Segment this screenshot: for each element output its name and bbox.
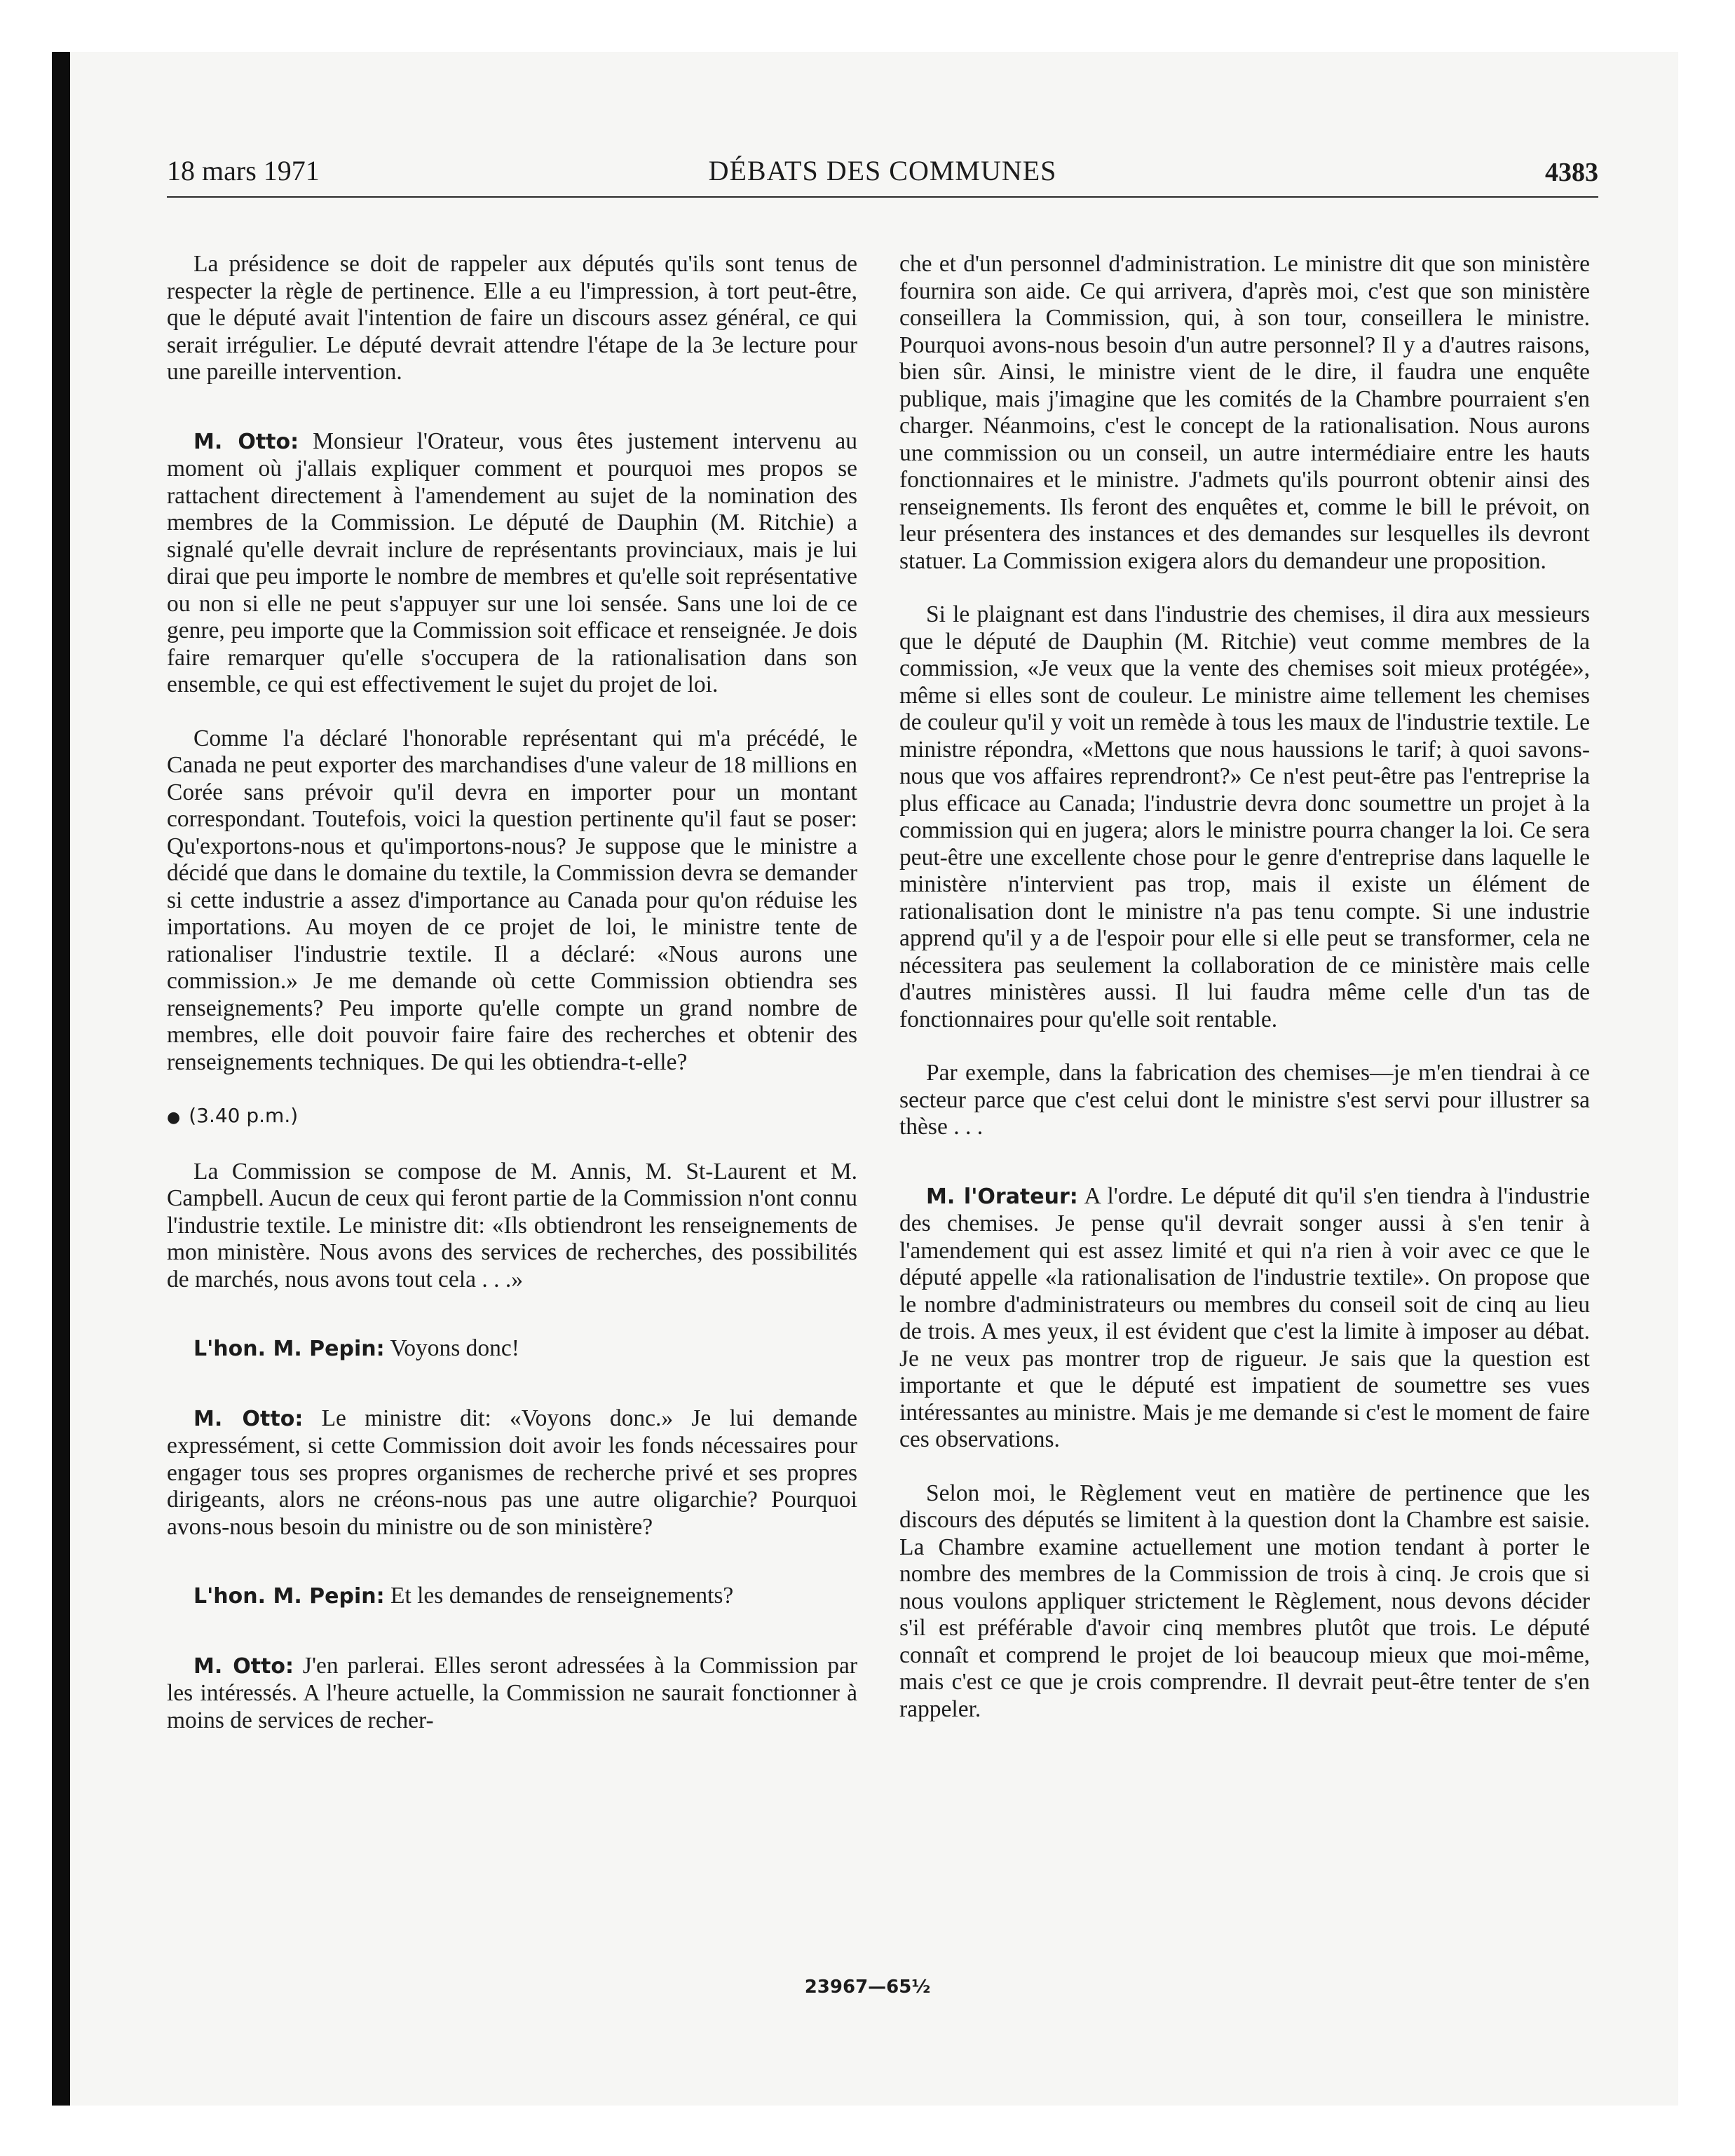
speaker-name: M. Otto:: [193, 1406, 304, 1431]
left-column: [167, 251, 857, 1761]
paragraph: [899, 1183, 1590, 1454]
speech-text: A l'ordre. Le député dit qu'il s'en tiendra à l'industrie des chemises. Je pense qu'il devrait songer aussi à s'en tenir à l'amendement qui est assez limité et qui n'a rien à voir avec ce que le député appelle «la rationalisation de l'industrie textile». On propose que le nombre d'administrateurs ou membres du conseil soit de cinq au lieu de trois. A mes yeux, il est évident que c'est la limite à imposer au débat. Je ne veux pas montrer trop de rigueur. Je sais que la question est importante et que le député est impatient de soumettre ses vues intéressantes au ministre. Mais je me demande si c'est le moment de faire ces observations.: [899, 1182, 1591, 1452]
speaker-name: L'hon. M. Pepin:: [193, 1337, 385, 1361]
speech-text: Et les demandes de renseignements?: [384, 1583, 734, 1609]
speaker-name: M. Otto:: [193, 1653, 294, 1679]
speech-text: Voyons donc!: [384, 1335, 519, 1361]
speaker-name: M. l'Orateur:: [926, 1184, 1078, 1209]
speaker-name: L'hon. M. Pepin:: [193, 1584, 385, 1609]
bullet-icon: ●: [167, 1109, 181, 1126]
paragraph: [167, 428, 857, 699]
paragraph: La Commission se compose de M. Annis, M. St-Laurent et M. Campbell. Aucun de ceux qui feront partie de la Commission n'ont connu l'industrie textile. Le ministre dit: «Ils obtiendront les renseignements de mon ministère. Nous avons des services de recherches, des possibilités de marchés, nous avons tout cela . . .»: [167, 1158, 857, 1292]
paragraph: Par exemple, dans la fabrication des chemises—je m'en tiendrai à ce secteur parce que c'est celui dont le ministre s'est servi pour illustrer sa thèse . . .: [899, 1060, 1590, 1140]
paragraph: Selon moi, le Règlement veut en matière de pertinence que les discours des députés se limitent à la question dont la Chambre est saisie. La Chambre examine actuellement une motion tendant à porter le nombre des membres de la Commission de trois à cinq. Je crois que si nous voulons appliquer strictement le Règlement, nous devons décider s'il est préférable d'avoir cinq membres plutôt que trois. Le député connaît et comprend le projet de loi beaucoup mieux que moi-même, mais c'est ce que je crois comprendre. Il devrait peut-être tenter de s'en rappeler.: [899, 1480, 1590, 1722]
paragraph: [167, 1335, 857, 1363]
paragraph: che et d'un personnel d'administration. Le ministre dit que son ministère fournira son aide. Ce qui arrivera, d'après moi, c'est que son ministère conseillera la Commission, qui, à son tour, conseillera le ministre. Pourquoi avons-nous besoin d'un autre personnel? Il y a d'autres raisons, bien sûr. Ainsi, le ministre vient de le dire, il faudra une enquête publique, mais j'imagine que les comités de la Chambre pourraient s'en charger. Néanmoins, c'est le concept de la rationalisation. Nous aurons une commission ou un conseil, un autre intermédiaire entre les hauts fonctionnaires et le ministre. J'admets qu'ils pourront obtenir ainsi des renseignements. Ils feront des enquêtes et, comme le bill le prévoit, on leur présentera des instances et des demandes sur lesquelles ils devront statuer. La Commission exigera alors du demandeur une proposition.: [899, 251, 1590, 574]
paragraph: La présidence se doit de rappeler aux députés qu'ils sont tenus de respecter la règle de pertinence. Elle a eu l'impression, à tort peut-être, que le député avait l'intention de faire un discours assez général, ce qui serait irrégulier. Le député devrait attendre l'étape de la 3e lecture pour une pareille intervention.: [167, 251, 857, 385]
footer-code: 23967—65½: [804, 1977, 931, 1998]
paragraph: Comme l'a déclaré l'honorable représentant qui m'a précédé, le Canada ne peut exporter des marchandises d'une valeur de 18 millions en Corée sans prévoir qu'il devra en importer pour un montant correspondant. Toutefois, voici la question pertinente qu'il faut se poser: Qu'exportons-nous et qu'importons-nous? Je suppose que le ministre a décidé que dans le domaine du textile, la Commission devra se demander si cette industrie a assez d'importance au Canada pour qu'on réduise les importations. Au moyen de ce projet de loi, le ministre tente de rationaliser l'industrie textile. Il a déclaré: «Nous aurons une commission.» Je me demande où cette Commission obtiendra ses renseignements? Peu importe qu'elle compte un grand nombre de membres, elle doit pouvoir faire faire des recherches et obtenir des renseignements techniques. De qui les obtiendra-t-elle?: [167, 725, 857, 1075]
right-column: [899, 251, 1590, 1749]
paragraph: [167, 1653, 857, 1735]
speech-text: J'en parlerai. Elles seront adressées à la Commission par les intéressés. A l'heure actuelle, la Commission ne saurait fonctionner à moins de services de recher-: [167, 1652, 857, 1733]
timestamp: [167, 1103, 857, 1132]
speech-text: Le ministre dit: «Voyons donc.» Je lui demande expressément, si cette Commission doit avoir les fonds nécessaires pour engager tous ses propres organismes de recherche privé et ses propres dirigeants, alors ne créons-nous pas une autre oligarchie? Pourquoi avons-nous besoin du ministre ou de son ministère?: [167, 1405, 857, 1540]
header-title: DÉBATS DES COMMUNES: [708, 155, 1057, 186]
timestamp-text: (3.40 p.m.): [189, 1104, 299, 1127]
scan-binding-edge: [52, 52, 70, 2106]
page-header: [167, 154, 1598, 198]
speaker-name: M. Otto:: [193, 429, 299, 454]
header-date: 18 mars 1971: [167, 155, 320, 186]
speech-text: Monsieur l'Orateur, vous êtes justement intervenu au moment où j'allais expliquer comment et pourquoi mes propos se rattachent directement à l'amendement au sujet de la nomination des membres de la Commission. Le député de Dauphin (M. Ritchie) a signalé qu'elle devrait inclure de représentants provinciaux, mais je lui dirai que peu importe le nombre de membres et qu'elle soit représentative ou non si elle ne peut s'appuyer sur une loi sensée. Sans une loi de ce genre, peu importe que la Commission soit efficace et renseignée. Je dois faire remarquer qu'elle s'occupera de la rationalisation dans son ensemble, ce qui est effectivement le sujet du projet de loi.: [167, 428, 857, 697]
paragraph: [167, 1405, 857, 1541]
paragraph: [167, 1583, 857, 1611]
paragraph: Si le plaignant est dans l'industrie des chemises, il dira aux messieurs que le député de Dauphin (M. Ritchie) veut comme membres de la commission, «Je veux que la vente des chemises soit mieux protégée», même si elles sont de couleur. Le ministre aime tellement les chemises de couleur qu'il y voit un remède à tous les maux de l'industrie textile. Le ministre répondra, «Mettons que nous haussions le tarif; à quoi savons-nous que vos affaires reprendront?» Ce n'est peut-être pas l'entreprise la plus efficace au Canada; l'industrie devra donc soumettre un projet à la commission qui en jugera; alors le ministre pourra changer la loi. Ce sera peut-être une excellente chose pour le genre d'entreprise dans laquelle le ministère n'intervient pas trop, mais il existe un élément de rationalisation dont le ministre n'a pas tenu compte. Si une industrie apprend qu'il y a de l'espoir pour elle si elle peut se transformer, cela ne nécessitera pas seulement la collaboration de ce ministère mais celle d'autres ministères aussi. Il lui faudra même celle d'un tas de fonctionnaires pour qu'elle soit rentable.: [899, 601, 1590, 1032]
page-number: 4383: [1545, 158, 1598, 187]
